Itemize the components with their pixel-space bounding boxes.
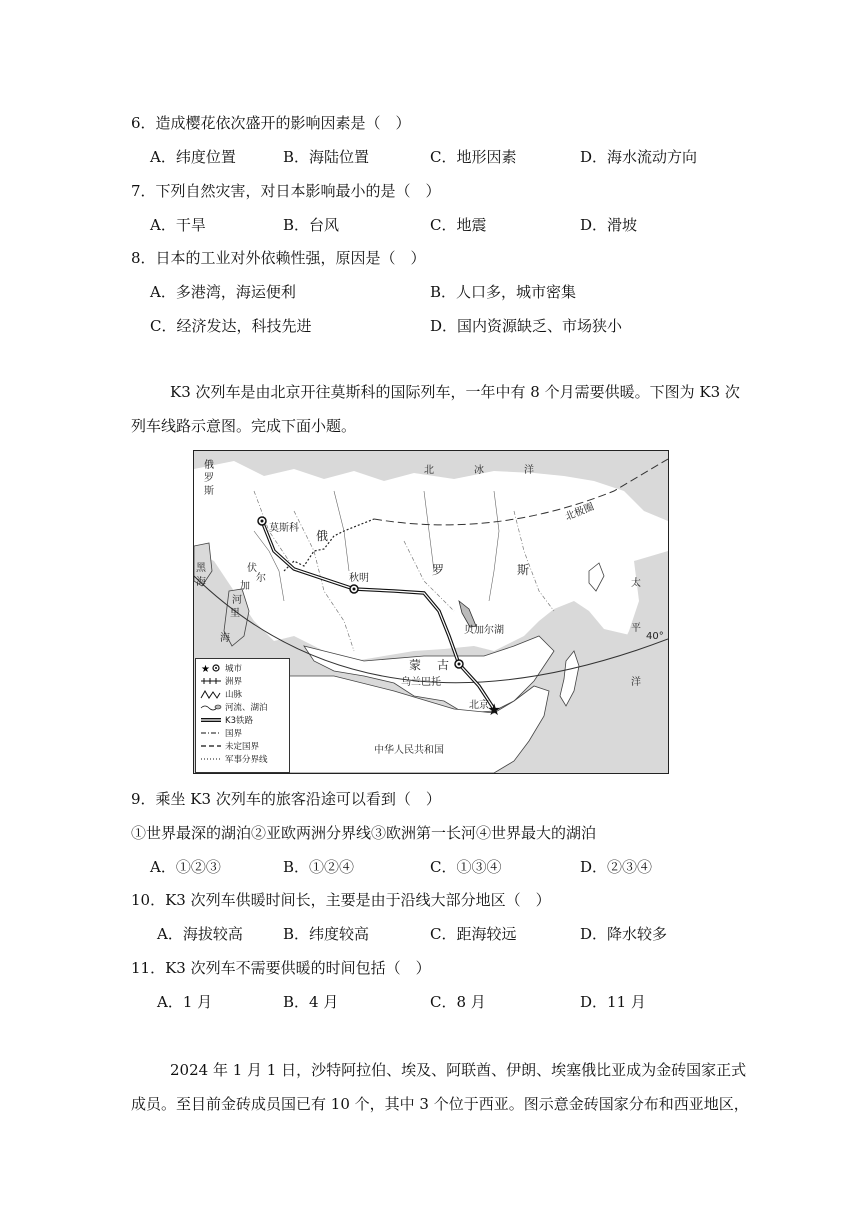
q10-option-b[interactable]: B．纬度较高 <box>283 925 370 943</box>
label-china: 中华人民共和国 <box>374 745 444 756</box>
question-9-statements: ①世界最深的湖泊②亚欧两洲分界线③欧洲第一长河④世界最大的湖泊 <box>131 824 597 842</box>
q7-option-c[interactable]: C．地震 <box>430 216 487 234</box>
q8-option-c[interactable]: C．经济发达，科技先进 <box>150 317 312 335</box>
label-pacific-3: 洋 <box>631 677 641 688</box>
question-9-stem: 9．乘坐 K3 次列车的旅客沿途可以看到（ ） <box>131 790 441 808</box>
k3-route-map <box>193 450 669 774</box>
label-black-sea-2: 海 <box>196 577 206 588</box>
legend-label-river-lake: 河流、湖泊 <box>225 703 268 713</box>
q6-option-d[interactable]: D．海水流动方向 <box>580 148 698 166</box>
continent-boundary-icon <box>200 676 222 686</box>
q6-option-c[interactable]: C．地形因素 <box>430 148 517 166</box>
label-arctic-2: 冰 <box>474 465 484 476</box>
q6-option-b[interactable]: B．海陆位置 <box>283 148 370 166</box>
label-arctic-3: 洋 <box>524 465 534 476</box>
q11-option-a[interactable]: A．1 月 <box>157 993 213 1011</box>
label-mongolia-2: 古 <box>437 658 450 672</box>
city-icon <box>200 663 222 673</box>
q9-option-d[interactable]: D．②③④ <box>580 858 653 876</box>
kazan-dot <box>353 588 356 591</box>
mountain-icon <box>200 689 222 699</box>
q6-option-a[interactable]: A．纬度位置 <box>150 148 236 166</box>
japan-island <box>560 651 579 706</box>
river-lake-icon <box>200 702 222 712</box>
label-caspian-2: 海 <box>220 633 230 644</box>
label-russia-left-1: 俄 <box>204 460 214 471</box>
q8-option-a[interactable]: A．多港湾，海运便利 <box>150 283 296 301</box>
beijing-star-icon: ★ <box>487 700 502 719</box>
legend-label-railway: K3铁路 <box>225 716 253 726</box>
label-kazan: 秋明 <box>349 573 369 584</box>
k3-intro-line-1: K3 次列车是由北京开往莫斯科的国际列车，一年中有 8 个月需要供暖。下图为 K3 次 <box>170 383 740 401</box>
label-caspian-1: 里 <box>230 608 240 619</box>
legend-label-military-line: 军事分界线 <box>225 755 268 765</box>
q8-option-d[interactable]: D．国内资源缺乏、市场狭小 <box>430 317 623 335</box>
undefined-boundary-icon <box>200 741 222 751</box>
legend-row-river-lake <box>200 702 268 712</box>
ulaanbaatar-dot <box>458 663 461 666</box>
label-volga-4: 河 <box>232 595 242 606</box>
russia-landmass <box>194 451 668 661</box>
q8-option-b[interactable]: B．人口多，城市密集 <box>430 283 577 301</box>
q10-option-d[interactable]: D．降水较多 <box>580 925 668 943</box>
national-boundary-icon <box>200 728 222 738</box>
question-6-stem: 6．造成樱花依次盛开的影响因素是（ ） <box>131 114 411 132</box>
legend-label-continent-boundary: 洲界 <box>225 677 243 687</box>
question-11-stem: 11．K3 次列车不需要供暖的时间包括（ ） <box>131 959 431 977</box>
legend-label-mountain: 山脉 <box>225 690 243 700</box>
q7-option-a[interactable]: A．干旱 <box>150 216 206 234</box>
label-black-sea-1: 黑 <box>196 563 206 574</box>
legend-row-national-boundary <box>200 728 242 738</box>
label-russia-2: 罗 <box>432 563 445 577</box>
legend-row-railway <box>200 715 253 725</box>
svg-text:★: ★ <box>201 664 210 673</box>
question-10-stem: 10．K3 次列车供暖时间长，主要是由于沿线大部分地区（ ） <box>131 891 551 909</box>
label-lat-40: 40° <box>646 631 664 642</box>
q11-option-b[interactable]: B．4 月 <box>283 993 339 1011</box>
legend-row-undefined-boundary <box>200 741 259 751</box>
moscow-dot <box>261 520 264 523</box>
label-russia-left-3: 斯 <box>204 486 214 497</box>
military-line-icon <box>200 754 222 764</box>
label-ulaanbaatar: 乌兰巴托 <box>401 677 441 688</box>
label-mongolia-1: 蒙 <box>409 658 422 672</box>
q11-option-c[interactable]: C．8 月 <box>430 993 486 1011</box>
q9-option-a[interactable]: A．①②③ <box>150 858 221 876</box>
label-volga-2: 尔 <box>256 573 266 584</box>
q10-option-c[interactable]: C．距海较远 <box>430 925 517 943</box>
label-beijing: 北京 <box>469 700 489 711</box>
question-8-stem: 8．日本的工业对外依赖性强，原因是（ ） <box>131 249 426 267</box>
label-russia-1: 俄 <box>316 529 329 543</box>
map-legend <box>195 658 290 773</box>
label-moscow: 莫斯科 <box>269 523 299 534</box>
q9-option-b[interactable]: B．①②④ <box>283 858 355 876</box>
label-arctic-1: 北 <box>424 465 434 476</box>
label-pacific-1: 太 <box>631 578 641 589</box>
label-russia-left-2: 罗 <box>204 473 214 484</box>
question-7-stem: 7．下列自然灾害，对日本影响最小的是（ ） <box>131 182 441 200</box>
label-russia-3: 斯 <box>517 563 530 577</box>
legend-row-military-line <box>200 754 268 764</box>
label-arctic-circle: 北极圈 <box>563 501 596 524</box>
legend-row-mountain <box>200 689 242 699</box>
q10-option-a[interactable]: A．海拔较高 <box>157 925 243 943</box>
q7-option-b[interactable]: B．台风 <box>283 216 340 234</box>
q11-option-d[interactable]: D．11 月 <box>580 993 646 1011</box>
brics-intro-line-1: 2024 年 1 月 1 日，沙特阿拉伯、埃及、阿联酋、伊朗、埃塞俄比亚成为金砖国家正式 <box>170 1061 747 1079</box>
legend-label-national-boundary: 国界 <box>225 729 243 739</box>
brics-intro-line-2: 成员。至目前金砖成员国已有 10 个，其中 3 个位于西亚。图示意金砖国家分布和西亚地区， <box>131 1095 749 1113</box>
label-baikal: 贝加尔湖 <box>464 625 504 636</box>
legend-row-continent-boundary <box>200 676 242 686</box>
railway-icon <box>200 715 222 725</box>
legend-label-city: 城市 <box>225 664 243 674</box>
legend-row-city <box>200 663 242 673</box>
q7-option-d[interactable]: D．滑坡 <box>580 216 638 234</box>
k3-intro-line-2: 列车线路示意图。完成下面小题。 <box>131 417 357 435</box>
label-volga-3: 加 <box>240 581 250 592</box>
label-volga-1: 伏 <box>247 563 257 574</box>
label-pacific-2: 平 <box>631 623 641 634</box>
q9-option-c[interactable]: C．①③④ <box>430 858 502 876</box>
legend-label-undefined-boundary: 未定国界 <box>225 742 260 752</box>
